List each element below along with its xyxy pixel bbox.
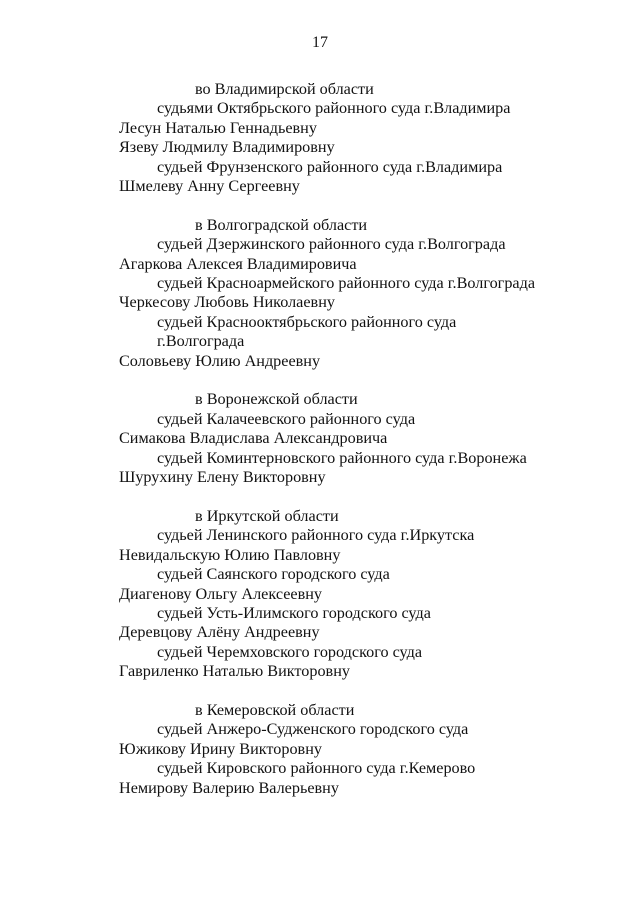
person-name: Диагенову Ольгу Алексеевну xyxy=(119,584,322,603)
page-number: 17 xyxy=(312,34,328,51)
person-name: Симакова Владислава Александровича xyxy=(119,429,388,448)
court-line: судьей Дзержинского районного суда г.Волгограда xyxy=(157,235,506,254)
region-heading: во Владимирской области xyxy=(195,80,374,98)
person-name: Лесун Наталью Геннадьевну xyxy=(119,118,317,137)
person-name: Шурухину Елену Викторовну xyxy=(119,468,326,487)
court-line: судьей Кировского районного суда г.Кемерово xyxy=(157,759,476,778)
court-line: судьей Ленинского районного суда г.Иркутска xyxy=(157,526,475,545)
region-heading: в Иркутской области xyxy=(195,506,339,525)
court-line: судьей Саянского городского суда xyxy=(157,565,390,584)
person-name: Гавриленко Наталью Викторовну xyxy=(119,662,350,681)
person-name: Немирову Валерию Валерьевну xyxy=(119,778,339,797)
document-body xyxy=(119,80,619,798)
paragraph-gap xyxy=(119,682,619,701)
region-heading: в Кемеровской области xyxy=(195,700,355,719)
paragraph-gap xyxy=(119,196,619,215)
court-line: судьей Краснооктябрьского районного суда xyxy=(157,312,457,331)
person-name: Черкесову Любовь Николаевну xyxy=(119,293,335,312)
region-heading: в Воронежской области xyxy=(195,390,358,409)
person-name: Невидальскую Юлию Павловну xyxy=(119,545,341,564)
court-line: судьей Красноармейского районного суда г.Волгограда xyxy=(157,274,536,293)
paragraph-gap xyxy=(119,488,619,507)
court-line: г.Волгограда xyxy=(157,332,245,351)
person-name: Шмелеву Анну Сергеевну xyxy=(119,177,300,196)
court-line: судьями Октябрьского районного суда г.Владимира xyxy=(157,99,511,118)
court-line: судьей Черемховского городского суда xyxy=(157,642,423,661)
paragraph-gap xyxy=(119,371,619,390)
person-name: Язеву Людмилу Владимировну xyxy=(119,138,335,157)
person-name: Агаркова Алексея Владимировича xyxy=(119,254,357,273)
court-line: судьей Калачеевского районного суда xyxy=(157,409,416,428)
court-line: судьей Анжеро-Судженского городского суда xyxy=(157,720,469,739)
court-line: судьей Коминтерновского районного суда г.Воронежа xyxy=(157,448,527,467)
court-line: судьей Усть-Илимского городского суда xyxy=(157,603,431,622)
person-name: Соловьеву Юлию Андреевну xyxy=(119,351,321,370)
region-heading: в Волгоградской области xyxy=(195,215,368,234)
court-line: судьей Фрунзенского районного суда г.Владимира xyxy=(157,157,503,176)
person-name: Южикову Ирину Викторовну xyxy=(119,739,322,758)
person-name: Деревцову Алёну Андреевну xyxy=(119,623,320,642)
